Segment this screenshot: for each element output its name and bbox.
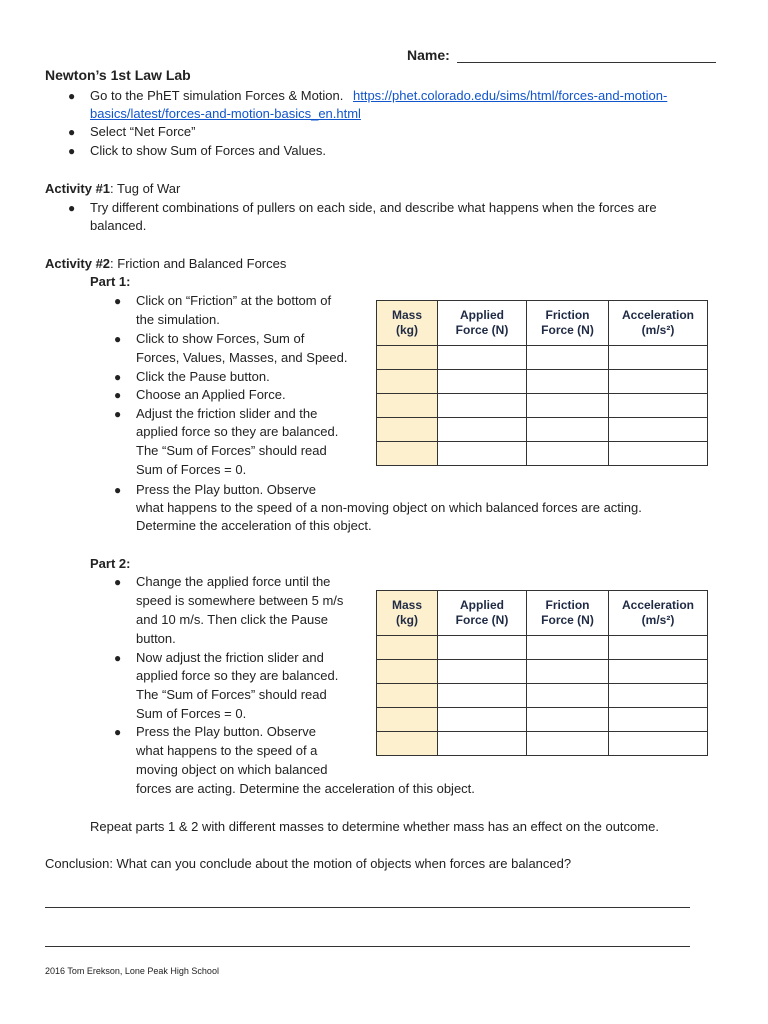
applied-cell[interactable] [438, 708, 527, 732]
part2-b2-l1: Now adjust the friction slider and [136, 650, 324, 665]
acceleration-cell[interactable] [609, 442, 708, 466]
part2-b1-l1: Change the applied force until the [136, 574, 331, 589]
table-row [377, 394, 708, 418]
acceleration-cell[interactable] [609, 346, 708, 370]
bullet-icon: ● [114, 575, 122, 589]
part2-b2-l3: The “Sum of Forces” should read [136, 687, 327, 702]
table-row [377, 370, 708, 394]
activity1-bullet-line1: Try different combinations of pullers on each side, and describe what happens when the forces are [90, 200, 657, 215]
table-row [377, 442, 708, 466]
friction-cell[interactable] [527, 684, 609, 708]
bullet-icon: ● [68, 201, 76, 215]
part1-b3: Click the Pause button. [136, 369, 270, 384]
part1-b2-l1: Click to show Forces, Sum of [136, 331, 305, 346]
mass-cell[interactable] [377, 660, 438, 684]
name-label: Name: [407, 47, 450, 63]
part2-b1-l4: button. [136, 631, 176, 646]
activity2-label: Activity #2 [45, 256, 111, 271]
part1-b6-l3: Determine the acceleration of this object. [136, 518, 372, 533]
part1-b4: Choose an Applied Force. [136, 387, 286, 402]
acceleration-cell[interactable] [609, 732, 708, 756]
part2-label: Part 2: [90, 556, 131, 571]
footer-credit: 2016 Tom Erekson, Lone Peak High School [45, 966, 219, 976]
bullet-icon: ● [114, 294, 122, 308]
applied-cell[interactable] [438, 370, 527, 394]
mass-cell[interactable] [377, 370, 438, 394]
activity2-heading [45, 255, 286, 273]
table-row [377, 346, 708, 370]
mass-cell[interactable] [377, 442, 438, 466]
intro-bullet-2: Select “Net Force” [90, 124, 196, 139]
intro-bullet-1 [90, 87, 667, 105]
bullet-icon: ● [114, 370, 122, 384]
table-row [377, 636, 708, 660]
header-mass: Mass (kg) [377, 301, 438, 346]
acceleration-cell[interactable] [609, 684, 708, 708]
applied-cell[interactable] [438, 346, 527, 370]
friction-cell[interactable] [527, 346, 609, 370]
mass-cell[interactable] [377, 708, 438, 732]
applied-cell[interactable] [438, 394, 527, 418]
header-acceleration: Acceleration (m/s²) [609, 591, 708, 636]
name-underline[interactable] [457, 62, 716, 63]
friction-cell[interactable] [527, 418, 609, 442]
intro-bullet-3: Click to show Sum of Forces and Values. [90, 143, 327, 158]
part1-b5-l1: Adjust the friction slider and the [136, 406, 318, 421]
bullet-icon: ● [114, 332, 122, 346]
mass-cell[interactable] [377, 684, 438, 708]
bullet-icon: ● [114, 651, 122, 665]
answer-line-1[interactable] [45, 907, 690, 908]
table-row [377, 708, 708, 732]
table-row [377, 684, 708, 708]
friction-cell[interactable] [527, 442, 609, 466]
acceleration-cell[interactable] [609, 660, 708, 684]
applied-cell[interactable] [438, 442, 527, 466]
mass-cell[interactable] [377, 346, 438, 370]
part2-b1-l3: and 10 m/s. Then click the Pause [136, 612, 328, 627]
bullet-icon: ● [68, 144, 76, 158]
friction-cell[interactable] [527, 370, 609, 394]
part1-b1-l2: the simulation. [136, 312, 220, 327]
bullet-icon: ● [114, 407, 122, 421]
part1-b2-l2: Forces, Values, Masses, and Speed. [136, 350, 348, 365]
part1-b5-l4: Sum of Forces = 0. [136, 462, 247, 477]
part1-b1-l1: Click on “Friction” at the bottom of [136, 293, 332, 308]
applied-cell[interactable] [438, 636, 527, 660]
activity2-title: : Friction and Balanced Forces [110, 256, 287, 271]
activity1-title: : Tug of War [110, 181, 181, 196]
part2-b2-l4: Sum of Forces = 0. [136, 706, 247, 721]
friction-cell[interactable] [527, 636, 609, 660]
applied-cell[interactable] [438, 418, 527, 442]
data-table-part1 [376, 300, 708, 466]
phet-link-part1[interactable]: https://phet.colorado.edu/sims/html/forces-and-motion- [353, 88, 668, 103]
acceleration-cell[interactable] [609, 708, 708, 732]
data-table-part2 [376, 590, 708, 756]
applied-cell[interactable] [438, 684, 527, 708]
repeat-instruction: Repeat parts 1 & 2 with different masses to determine whether mass has an effect on the outcome. [90, 819, 659, 834]
part2-b2-l2: applied force so they are balanced. [136, 668, 339, 683]
part1-b5-l2: applied force so they are balanced. [136, 424, 339, 439]
page-title: Newton’s 1st Law Lab [45, 67, 191, 83]
friction-cell[interactable] [527, 708, 609, 732]
conclusion-prompt: Conclusion: What can you conclude about the motion of objects when forces are balanced? [45, 856, 572, 871]
activity1-bullet-line2: balanced. [90, 218, 147, 233]
phet-link-part2[interactable]: basics/latest/forces-and-motion-basics_en.html [90, 106, 361, 121]
table-row [377, 660, 708, 684]
bullet-icon: ● [68, 125, 76, 139]
header-applied-force: Applied Force (N) [438, 301, 527, 346]
bullet-icon: ● [114, 388, 122, 402]
part2-b3-l3: moving object on which balanced [136, 762, 328, 777]
header-mass: Mass (kg) [377, 591, 438, 636]
activity1-label: Activity #1 [45, 181, 111, 196]
mass-cell[interactable] [377, 394, 438, 418]
acceleration-cell[interactable] [609, 370, 708, 394]
applied-cell[interactable] [438, 732, 527, 756]
mass-cell[interactable] [377, 732, 438, 756]
part2-b3-l1: Press the Play button. Observe [136, 724, 316, 739]
part1-b6-l1: Press the Play button. Observe [136, 482, 316, 497]
answer-line-2[interactable] [45, 946, 690, 947]
header-applied-force: Applied Force (N) [438, 591, 527, 636]
part1-label: Part 1: [90, 274, 131, 289]
header-friction-force: Friction Force (N) [527, 591, 609, 636]
friction-cell[interactable] [527, 394, 609, 418]
activity1-heading [45, 180, 180, 198]
friction-cell[interactable] [527, 732, 609, 756]
applied-cell[interactable] [438, 660, 527, 684]
mass-cell[interactable] [377, 418, 438, 442]
intro-bullet-1-text: Go to the PhET simulation Forces & Motion. [90, 88, 344, 103]
part1-b5-l3: The “Sum of Forces” should read [136, 443, 327, 458]
header-acceleration: Acceleration (m/s²) [609, 301, 708, 346]
bullet-icon: ● [68, 89, 76, 103]
acceleration-cell[interactable] [609, 394, 708, 418]
part2-b1-l2: speed is somewhere between 5 m/s [136, 593, 344, 608]
table-row [377, 418, 708, 442]
friction-cell[interactable] [527, 660, 609, 684]
part2-b3-l4: forces are acting. Determine the acceleration of this object. [136, 781, 475, 796]
bullet-icon: ● [114, 483, 122, 497]
part1-b6-l2: what happens to the speed of a non-moving object on which balanced forces are acting. [136, 500, 642, 515]
mass-cell[interactable] [377, 636, 438, 660]
acceleration-cell[interactable] [609, 636, 708, 660]
table-row [377, 732, 708, 756]
part2-b3-l2: what happens to the speed of a [136, 743, 318, 758]
header-friction-force: Friction Force (N) [527, 301, 609, 346]
bullet-icon: ● [114, 725, 122, 739]
acceleration-cell[interactable] [609, 418, 708, 442]
